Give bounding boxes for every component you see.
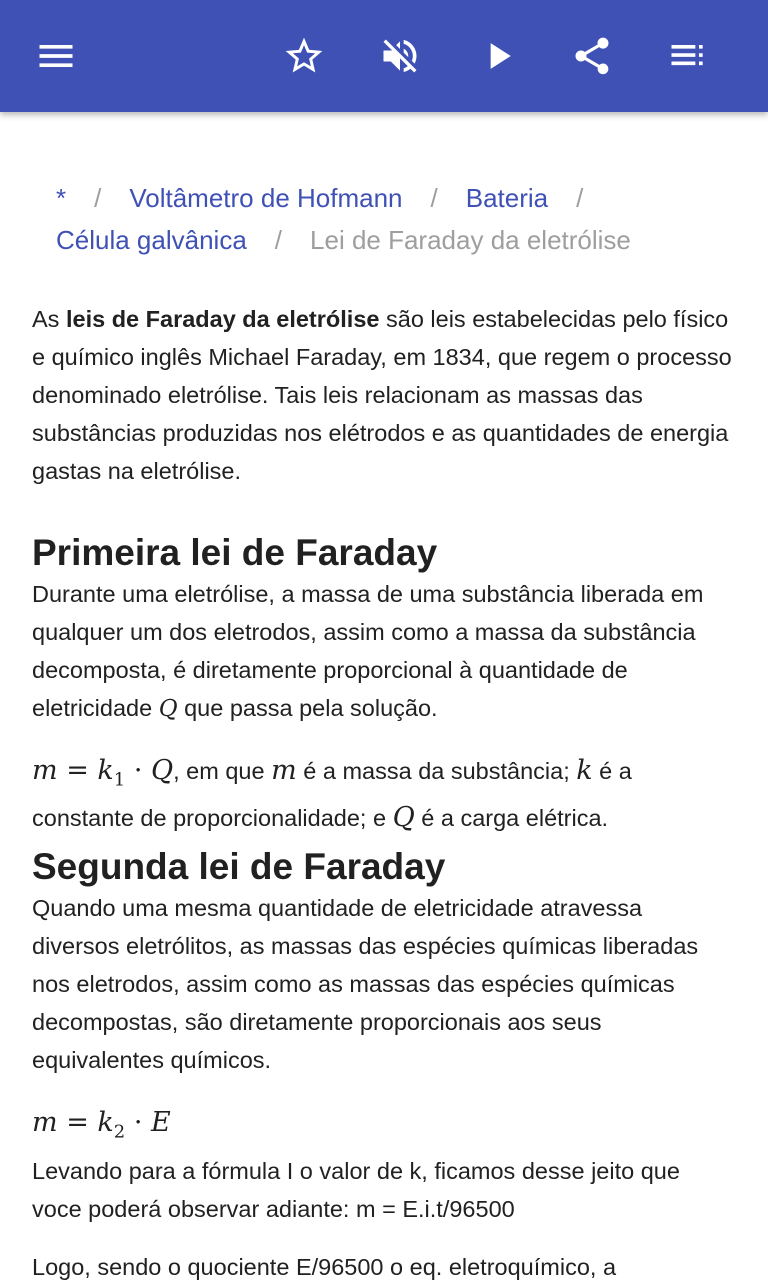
breadcrumb-link-voltametro[interactable]: Voltâmetro de Hofmann xyxy=(129,183,403,213)
breadcrumb-link-home[interactable]: * xyxy=(56,183,67,213)
math-var-k: k xyxy=(97,755,114,786)
math-subscript: 2 xyxy=(113,1121,126,1143)
formula1-text: , em que xyxy=(173,758,272,784)
formula1-text: é a carga elétrica. xyxy=(414,805,609,832)
menu-button[interactable] xyxy=(26,26,86,86)
math-subscript: 1 xyxy=(113,769,126,791)
formula1-paragraph xyxy=(32,752,736,837)
math-var-e: E xyxy=(150,1107,171,1139)
article-content xyxy=(32,160,736,1286)
formula-2 xyxy=(32,1103,736,1151)
breadcrumb-link-celula[interactable]: Célula galvânica xyxy=(56,225,247,255)
math-var-q: Q xyxy=(158,696,178,722)
intro-text: As xyxy=(32,306,66,332)
menu-icon xyxy=(34,34,78,78)
breadcrumb-separator: / xyxy=(274,225,283,255)
bookmark-button[interactable] xyxy=(274,26,334,86)
formula1-text: é a constante de proporcionalidade; e xyxy=(32,758,632,832)
math-var-m: m xyxy=(32,755,58,786)
breadcrumb-current: Lei de Faraday da eletrólise xyxy=(310,225,631,255)
play-icon xyxy=(476,34,520,78)
intro-bold-term: leis de Faraday da eletrólise xyxy=(65,306,380,332)
math-dot: · xyxy=(125,1107,151,1139)
breadcrumb-separator: / xyxy=(94,183,102,213)
math-var-m: m xyxy=(32,1107,58,1139)
contents-button[interactable] xyxy=(658,26,718,86)
mute-button[interactable] xyxy=(370,26,430,86)
app-bar xyxy=(0,0,768,112)
play-button[interactable] xyxy=(468,26,528,86)
section-heading-primeira-lei: Primeira lei de Faraday xyxy=(32,532,438,573)
formula1-text: é a massa da substância; xyxy=(296,758,577,784)
volume-off-icon xyxy=(378,34,422,78)
math-var-m: m xyxy=(271,755,297,786)
math-equals: = xyxy=(57,1107,98,1139)
math-var-q: Q xyxy=(150,755,174,786)
breadcrumb-separator: / xyxy=(576,183,584,213)
section1-text: que passa pela solução. xyxy=(177,695,438,721)
math-dot: · xyxy=(125,755,151,786)
intro-text: são leis estabelecidas pelo físico e químico inglês Michael Faraday, em 1834, que regem o processo denominado eletrólise. Tais leis relacionam as massas das substâncias produzidas nos elétrodos e as quantidades de energia gastas na eletrólise. xyxy=(32,306,732,484)
breadcrumb xyxy=(32,177,736,261)
section2-paragraph: Quando uma mesma quantidade de eletricidade atravessa diversos eletrólitos, as massas das espécies químicas liberadas nos eletrodos, assim como as massas das espécies químicas decompostas, são diretamente proporcionais aos seus equivalentes químicos. xyxy=(32,895,699,1074)
playlist-icon xyxy=(666,34,710,78)
breadcrumb-link-bateria[interactable]: Bateria xyxy=(465,183,549,213)
formula2-explanation: Levando para a fórmula I o valor de k, ficamos desse jeito que voce poderá observar adiante: m = E.i.t/96500 xyxy=(32,1157,680,1222)
math-var-q: Q xyxy=(392,802,415,834)
share-button[interactable] xyxy=(562,26,622,86)
star-outline-icon xyxy=(282,34,326,78)
formula-2-expression xyxy=(32,1107,171,1143)
formula-1 xyxy=(32,755,174,791)
section2-continuation-paragraph: Logo, sendo o quociente E/96500 o eq. eletroquímico, a xyxy=(32,1253,617,1280)
math-equals: = xyxy=(57,755,98,786)
share-icon xyxy=(570,34,614,78)
intro-paragraph xyxy=(32,300,736,490)
section-heading-segunda-lei: Segunda lei de Faraday xyxy=(32,846,446,888)
section1-text: Durante uma eletrólise, a massa de uma substância liberada em qualquer um dos eletrodos, assim como a massa da substância decomposta, é diretamente proporcional à quantidade de eletricidade xyxy=(32,581,704,721)
math-var-k: k xyxy=(576,755,593,786)
breadcrumb-separator: / xyxy=(430,183,438,213)
math-var-k: k xyxy=(97,1107,114,1139)
section1-paragraph xyxy=(32,575,736,728)
